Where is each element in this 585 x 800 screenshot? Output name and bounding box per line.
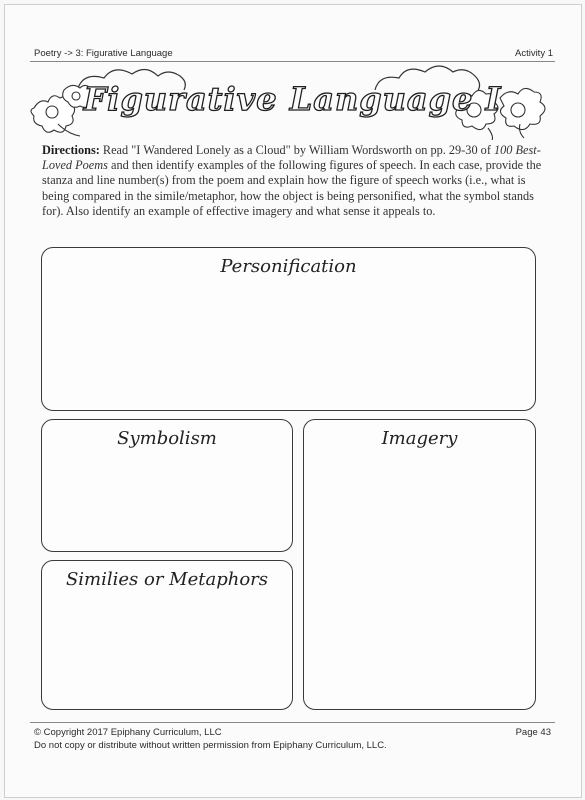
page-title: Figurative Language I xyxy=(83,80,502,118)
directions-paragraph xyxy=(42,143,542,219)
directions-text-2: and then identify examples of the following figures of speech. In each case, provide the stanza and line number(s) from the poem and explain how the figure of speech works (i.e., what is being compared in the simile/metaphor, how the object is being personified, what the symbol stands for). Also identify an example of effective imagery and what sense it appeals to. xyxy=(42,158,542,218)
breadcrumb: Poetry -> 3: Figurative Language xyxy=(34,48,173,59)
directions-label: Directions: xyxy=(42,143,100,157)
directions-text-1: Read "I Wandered Lonely as a Cloud" by William Wordsworth on pp. 29-30 of xyxy=(99,143,494,157)
similes-metaphors-heading: Similies or Metaphors xyxy=(65,569,269,590)
symbolism-box[interactable] xyxy=(41,419,293,552)
symbolism-heading: Symbolism xyxy=(117,428,217,449)
book-title: 100 Best-Loved Poems xyxy=(42,143,541,173)
personification-heading: Personification xyxy=(220,256,357,277)
copyright-text: © Copyright 2017 Epiphany Curriculum, LLC xyxy=(34,727,222,738)
copy-notice: Do not copy or distribute without written permission from Epiphany Curriculum, LLC. xyxy=(34,740,387,751)
imagery-heading: Imagery xyxy=(381,428,458,449)
footer-divider xyxy=(30,722,555,723)
imagery-box[interactable] xyxy=(303,419,536,710)
activity-label: Activity 1 xyxy=(514,48,553,59)
personification-box[interactable] xyxy=(41,247,536,411)
similes-metaphors-box[interactable] xyxy=(41,560,293,710)
page-number: Page 43 xyxy=(515,727,551,738)
